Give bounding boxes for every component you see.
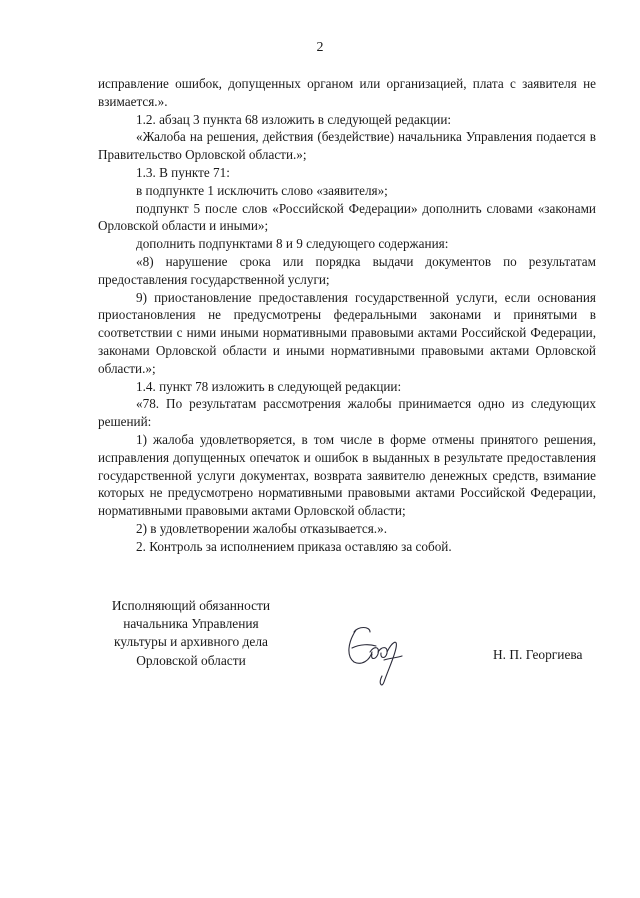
document-body — [98, 75, 596, 556]
paragraph: «78. По результатам рассмотрения жалобы принимается одно из следующих решений: — [98, 396, 596, 430]
paragraph: 2) в удовлетворении жалобы отказывается.». — [136, 520, 387, 536]
paragraph: 9) приостановление предоставления государственной услуги, если основания приостановления не предусмотрены федеральными законами и принятыми в соответствии с ними иными нормативными правовыми актами Российской Федерации, законами Орловской области и иными нормативными правовыми актами Орловской области.»; — [98, 289, 596, 376]
paragraph: 1) жалоба удовлетворяется, в том числе в форме отмены принятого решения, исправления допущенных опечаток и ошибок в выданных в результате предоставления государственной услуги документах, возврата заявителю денежных средств, взимание которых не предусмотрено нормативными правовыми актами Российской Федерации, нормативными правовыми актами Орловской области; — [98, 431, 596, 519]
signer-name: Н. П. Георгиева — [493, 647, 583, 662]
signatory-position — [96, 597, 286, 670]
handwritten-signature-icon — [340, 622, 410, 692]
paragraph: «8) нарушение срока или порядка выдачи документов по результатам предоставления государственной услуги; — [98, 253, 596, 287]
position-line: Орловской области — [136, 652, 246, 668]
paragraph: дополнить подпунктами 8 и 9 следующего содержания: — [136, 236, 449, 252]
paragraph: 1.3. В пункте 71: — [136, 164, 230, 180]
position-line: начальника Управления — [123, 616, 259, 632]
position-line: Исполняющий обязанности — [111, 598, 271, 613]
paragraph: «Жалоба на решения, действия (бездействие) начальника Управления подается в Правительство Орловской области.»; — [98, 129, 596, 163]
paragraph: в подпункте 1 исключить слово «заявителя»; — [136, 182, 388, 198]
paragraph: исправление ошибок, допущенных органом или организацией, плата с заявителя не взимается.». — [98, 76, 596, 109]
paragraph: 1.2. абзац 3 пункта 68 изложить в следующей редакции: — [136, 111, 452, 127]
paragraph: подпункт 5 после слов «Российской Федерации» дополнить словами «законами Орловской области и иными»; — [98, 200, 596, 234]
page-number: 2 — [316, 40, 324, 55]
paragraph: 1.4. пункт 78 изложить в следующей редакции: — [136, 378, 402, 394]
position-line: культуры и архивного дела — [114, 634, 268, 650]
paragraph: 2. Контроль за исполнением приказа оставляю за собой. — [136, 538, 452, 554]
